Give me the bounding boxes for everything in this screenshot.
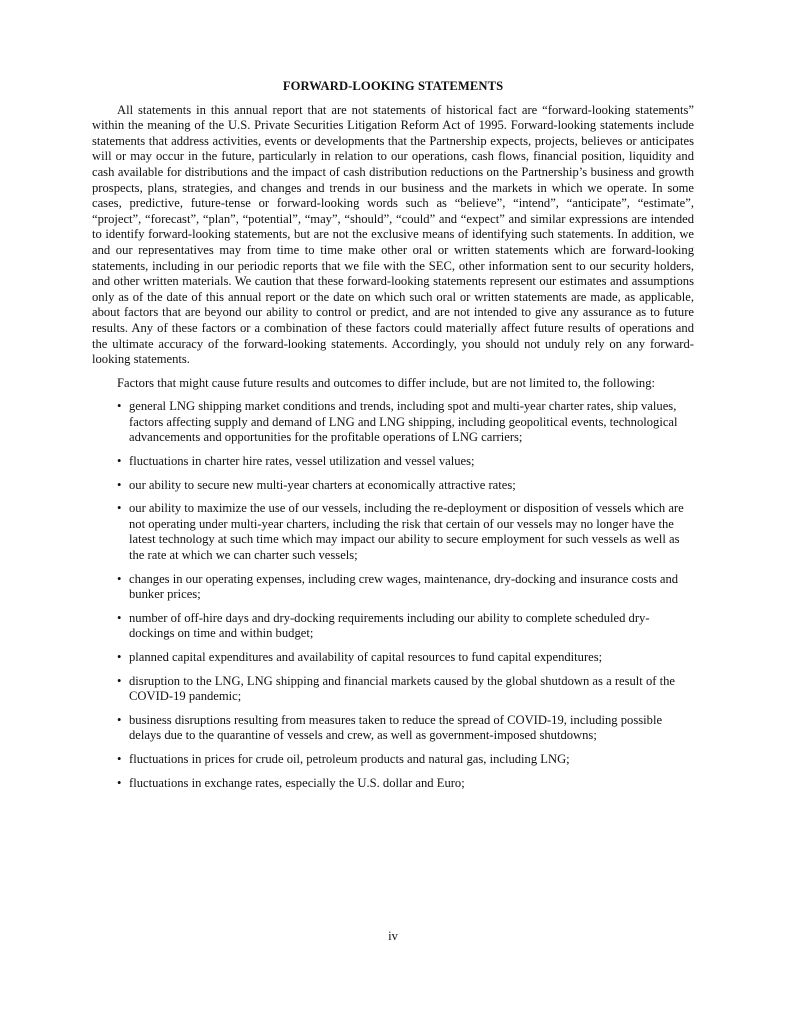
page-number: iv <box>388 929 398 943</box>
list-item <box>92 776 694 792</box>
list-item-text: disruption to the LNG, LNG shipping and financial markets caused by the global shutdown as a result of the COVID-19 pandemic; <box>129 673 675 704</box>
bullet-icon: • <box>117 673 122 688</box>
bullet-icon: • <box>117 477 122 492</box>
factors-intro-paragraph: Factors that might cause future results and outcomes to differ include, but are not limited to, the following: <box>117 375 656 390</box>
bullet-icon: • <box>117 650 122 664</box>
list-item-text: number of off-hire days and dry-docking requirements including our ability to complete scheduled dry-dockings on time and within budget; <box>129 610 650 641</box>
list-item-text: business disruptions resulting from measures taken to reduce the spread of COVID-19, including possible delays due to the quarantine of vessels and crew, as well as government-imposed shutdowns; <box>129 712 663 743</box>
list-item <box>92 611 694 642</box>
document-page <box>92 79 694 799</box>
list-item <box>92 713 694 744</box>
list-item <box>92 674 694 705</box>
list-item-text: our ability to secure new multi-year charters at economically attractive rates; <box>129 477 516 492</box>
bullet-icon: • <box>117 399 122 414</box>
list-item <box>92 399 694 446</box>
list-item <box>92 501 694 563</box>
list-item <box>92 478 694 494</box>
bullet-icon: • <box>117 712 122 727</box>
intro-paragraph: All statements in this annual report that are not statements of historical fact are “forward-looking statements” within the meaning of the U.S. Private Securities Litigation Reform Act of 1995. Forward-looking statements include statements that address activities, events or developments that the Partnership expects, projects, believes or anticipates will or may occur in the future, particularly in relation to our operations, cash flows, financial position, liquidity and cash available for distributions and the impact of cash distribution reductions on the Partnership’s business and growth prospects, plans, strategies, and changes and trends in our business and the markets in which we operate. In some cases, predictive, future-tense or forward-looking words such as “believe”, “intend”, “anticipate”, “estimate”, “project”, “forecast”, “plan”, “potential”, “may”, “should”, “could” and “expect” and similar expressions are intended to identify forward-looking statements, but are not the exclusive means of identifying such statements. In addition, we and our representatives may from time to time make other oral or written statements which are forward-looking statements, including in our periodic reports that we file with the SEC, other information sent to our security holders, and other written materials. We caution that these forward-looking statements represent our estimates and assumptions only as of the date of this annual report or the date on which such oral or written statements are made, as applicable, about factors that are beyond our ability to control or predict, and are not intended to give any assurance as to future results. Any of these factors or a combination of these factors could materially affect future results of operations and the ultimate accuracy of the forward-looking statements. Accordingly, you should not unduly rely on any forward-looking statements. <box>92 102 694 367</box>
factors-list <box>92 399 694 791</box>
list-item-text: fluctuations in exchange rates, especially the U.S. dollar and Euro; <box>129 775 465 790</box>
list-item-text: general LNG shipping market conditions and trends, including spot and multi-year charter rates, ship values, factors affecting supply and demand of LNG and LNG shipping, including geopolitical events, technological advancements and opportunities for the profitable operations of LNG carriers; <box>129 399 678 445</box>
list-item <box>92 572 694 603</box>
bullet-icon: • <box>117 775 122 790</box>
bullet-icon: • <box>117 454 122 469</box>
list-item <box>92 752 694 768</box>
list-item-text: planned capital expenditures and availability of capital resources to fund capital expenditures; <box>129 650 603 664</box>
bullet-icon: • <box>117 751 122 766</box>
list-item <box>92 454 694 470</box>
list-item <box>92 650 694 666</box>
bullet-icon: • <box>117 610 122 625</box>
list-item-text: fluctuations in prices for crude oil, petroleum products and natural gas, including LNG; <box>129 751 570 766</box>
section-heading: FORWARD-LOOKING STATEMENTS <box>282 79 504 93</box>
bullet-icon: • <box>117 501 122 516</box>
list-item-text: changes in our operating expenses, including crew wages, maintenance, dry-docking and insurance costs and bunker prices; <box>129 571 679 602</box>
bullet-icon: • <box>117 571 122 586</box>
list-item-text: fluctuations in charter hire rates, vessel utilization and vessel values; <box>129 454 475 469</box>
list-item-text: our ability to maximize the use of our vessels, including the re-deployment or disposition of vessels which are not operating under multi-year charters, including the risk that certain of our vessels may no longer have the latest technology at such time which may impact our ability to secure employment for such vessels as well as the rate at which we can charter such vessels; <box>129 501 684 563</box>
